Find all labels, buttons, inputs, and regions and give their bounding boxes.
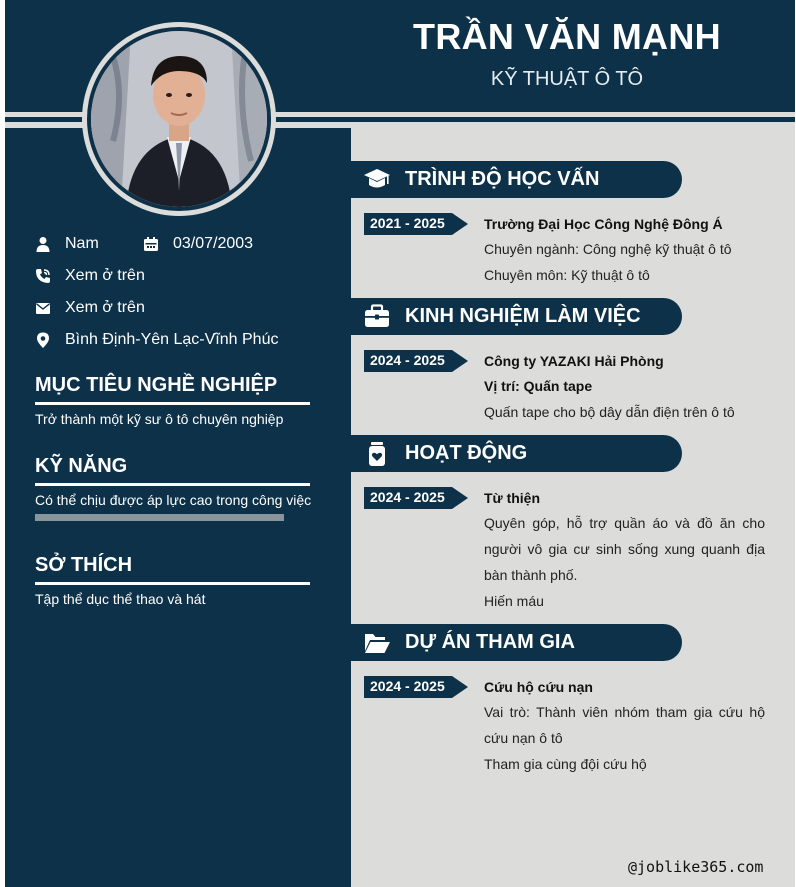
objective-underline	[35, 402, 310, 405]
skills-underline	[35, 483, 310, 486]
experience-position: Vị trí: Quấn tape	[484, 378, 593, 394]
education-title: TRÌNH ĐỘ HỌC VẤN	[405, 168, 600, 190]
phone-text: Xem ở trên	[65, 267, 145, 284]
projects-period-badge	[364, 676, 468, 698]
projects-heading	[351, 624, 682, 661]
activities-period-badge	[364, 487, 468, 509]
candidate-name: TRẦN VĂN MẠNH	[413, 16, 721, 57]
person-icon	[35, 236, 51, 252]
gender-text: Nam	[65, 235, 99, 252]
projects-period: 2024 - 2025	[370, 678, 445, 694]
calendar-icon	[143, 236, 159, 252]
education-period-badge	[364, 213, 468, 235]
activity-description: Quyên góp, hỗ trợ quần áo và đồ ăn cho người vô gia cư sinh sống xung quanh địa bàn thành phố.	[484, 515, 765, 583]
phone-icon	[35, 268, 51, 284]
envelope-icon	[35, 300, 51, 316]
experience-period: 2024 - 2025	[370, 352, 445, 368]
activity-name: Từ thiện	[484, 490, 541, 506]
skill-level-bar	[35, 514, 284, 521]
education-heading	[351, 161, 682, 198]
avatar	[91, 31, 267, 207]
hobbies-text: Tập thể dục thể thao và hát	[35, 591, 206, 607]
education-major: Chuyên ngành: Công nghệ kỹ thuật ô tô	[484, 241, 732, 257]
project-role: Vai trò: Thành viên nhóm tham gia cứu hộ cứu nạn ô tô	[484, 704, 765, 746]
education-period: 2021 - 2025	[370, 215, 445, 231]
cv-page	[5, 0, 795, 887]
birthday-text: 03/07/2003	[173, 235, 254, 252]
project-name: Cứu hộ cứu nạn	[484, 679, 593, 695]
activities-title: HOẠT ĐỘNG	[405, 442, 528, 464]
location-pin-icon	[35, 332, 51, 348]
objective-title: MỤC TIÊU NGHỀ NGHIỆP	[35, 374, 278, 396]
briefcase-icon	[363, 304, 391, 330]
experience-period-badge	[364, 350, 468, 372]
skill-item: Có thể chịu được áp lực cao trong công việc	[35, 492, 312, 508]
projects-title: DỰ ÁN THAM GIA	[405, 631, 575, 653]
hobbies-title: SỞ THÍCH	[35, 554, 133, 576]
experience-company: Công ty YAZAKI Hải Phòng	[484, 353, 664, 369]
activities-heading	[351, 435, 682, 472]
graduation-cap-icon	[363, 167, 391, 193]
education-specialty: Chuyên môn: Kỹ thuật ô tô	[484, 267, 650, 283]
site-watermark: @joblike365.com	[628, 858, 764, 876]
activity-extra: Hiến máu	[484, 593, 544, 609]
job-title: KỸ THUẬT Ô TÔ	[490, 68, 644, 90]
activities-period: 2024 - 2025	[370, 489, 445, 505]
skills-title: KỸ NĂNG	[35, 455, 128, 477]
email-text: Xem ở trên	[65, 299, 145, 316]
address-text: Bình Định-Yên Lạc-Vĩnh Phúc	[65, 331, 279, 348]
objective-text: Trở thành một kỹ sư ô tô chuyên nghiệp	[35, 411, 284, 427]
folder-open-icon	[363, 630, 391, 656]
experience-description: Quấn tape cho bộ dây dẫn điện trên ô tô	[484, 404, 735, 420]
charity-jar-icon	[363, 441, 391, 467]
hobbies-underline	[35, 582, 310, 585]
education-school: Trường Đại Học Công Nghệ Đông Á	[484, 216, 723, 232]
experience-heading	[351, 298, 682, 335]
experience-title: KINH NGHIỆM LÀM VIỆC	[405, 305, 641, 327]
project-detail: Tham gia cùng đội cứu hộ	[484, 756, 647, 772]
